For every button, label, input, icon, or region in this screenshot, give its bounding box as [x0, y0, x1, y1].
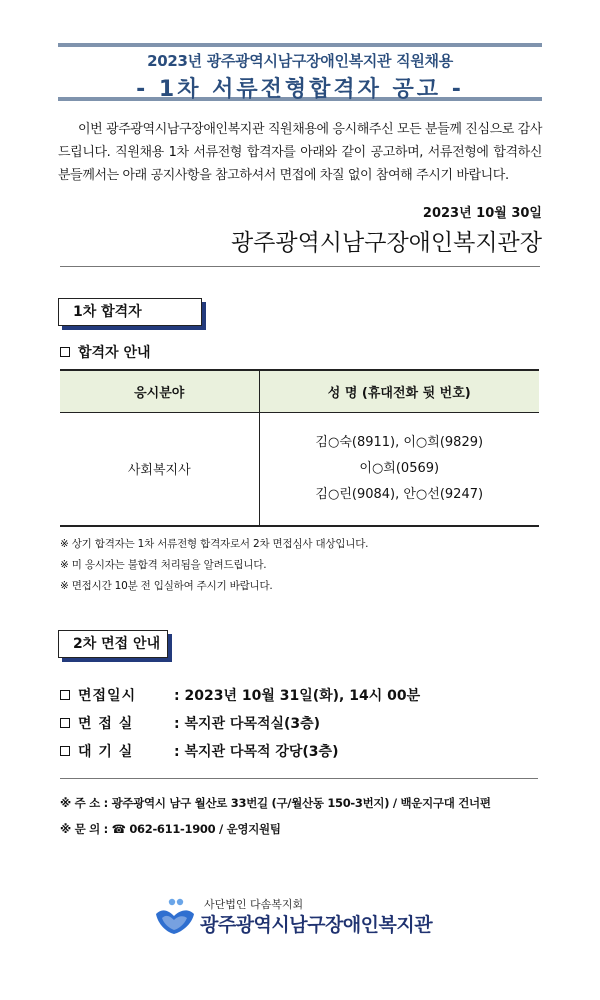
interview-item-label: 면접일시	[78, 688, 137, 704]
contact-info	[60, 790, 491, 842]
organization-logo-icon	[152, 896, 198, 936]
footer-logo-block	[152, 896, 452, 940]
divider	[60, 266, 540, 267]
passed-applicants-table	[60, 369, 539, 527]
issuer-signature: 광주광역시남구장애인복지관장	[230, 230, 542, 256]
checkbox-bullet-icon	[60, 746, 70, 756]
note-item: ※ 미 응시자는 불합격 처리됨을 알려드립니다.	[60, 559, 267, 571]
cell-field: 사회복지사	[60, 412, 259, 526]
interview-item-value: : 복지관 다목적 강당(3층)	[174, 744, 339, 760]
column-header-field: 응시분야	[60, 370, 259, 412]
interview-item-value: : 복지관 다목적실(3층)	[174, 716, 321, 732]
interview-item	[60, 714, 420, 742]
interview-item-label: 면 접 실	[78, 716, 134, 732]
note-item: ※ 면접시간 10분 전 입실하여 주시기 바랍니다.	[60, 580, 273, 592]
interview-item	[60, 742, 420, 770]
intro-paragraph: 이번 광주광역시남구장애인복지관 직원채용에 응시해주신 모든 분들께 진심으로 감사드립니다. 직원채용 1차 서류전형 합격자를 아래와 같이 공고하며, 서류전형에 합격하신 분들께서는 아래 공지사항을 참고하셔서 면접에 차질 없이 참여해 주시기 바랍니다.	[58, 122, 542, 183]
footer-org-name: 광주광역시남구장애인복지관	[200, 914, 433, 936]
footer-parent-org: 사단법인 다솜복지회	[204, 898, 304, 911]
table-header-row	[60, 370, 539, 412]
address-line: ※ 주 소 : 광주광역시 남구 월산로 33번길 (구/월산동 150-3번지) / 백운지구대 건너편	[60, 796, 491, 810]
notes-list	[60, 534, 368, 597]
name-line: 김○숙(8911), 이○희(9829)	[315, 434, 484, 450]
interview-item-label: 대 기 실	[78, 744, 134, 760]
inquiry-line: ※ 문 의 : ☎ 062-611-1900 / 운영지원팀	[60, 822, 281, 836]
section-tab-label: 2차 면접 안내	[73, 636, 161, 652]
name-line: 이○희(0569)	[359, 460, 440, 476]
document-title-box	[58, 43, 542, 101]
checkbox-bullet-icon	[60, 347, 70, 357]
interview-info	[60, 686, 420, 770]
note-item: ※ 상기 합격자는 1차 서류전형 합격자로서 2차 면접심사 대상입니다.	[60, 538, 369, 550]
subheading-label: 합격자 안내	[78, 345, 151, 361]
divider	[60, 778, 538, 779]
title-line-2: - 1차 서류전형합격자 공고 -	[136, 77, 464, 102]
cell-names	[259, 412, 539, 526]
title-line-1: 2023년 광주광역시남구장애인복지관 직원채용	[147, 52, 453, 70]
table-row	[60, 412, 539, 526]
notice-date: 2023년 10월 30일	[422, 206, 542, 221]
checkbox-bullet-icon	[60, 718, 70, 728]
section-tab-label: 1차 합격자	[73, 304, 142, 320]
interview-item-value: : 2023년 10월 31일(화), 14시 00분	[174, 688, 421, 704]
name-line: 김○린(9084), 안○선(9247)	[315, 486, 484, 502]
column-header-name: 성 명 (휴대전화 뒷 번호)	[259, 370, 539, 412]
subheading-pass-notice	[60, 342, 151, 362]
section-tab-first-round	[58, 298, 202, 326]
section-tab-interview	[58, 630, 168, 658]
interview-item	[60, 686, 420, 714]
checkbox-bullet-icon	[60, 690, 70, 700]
